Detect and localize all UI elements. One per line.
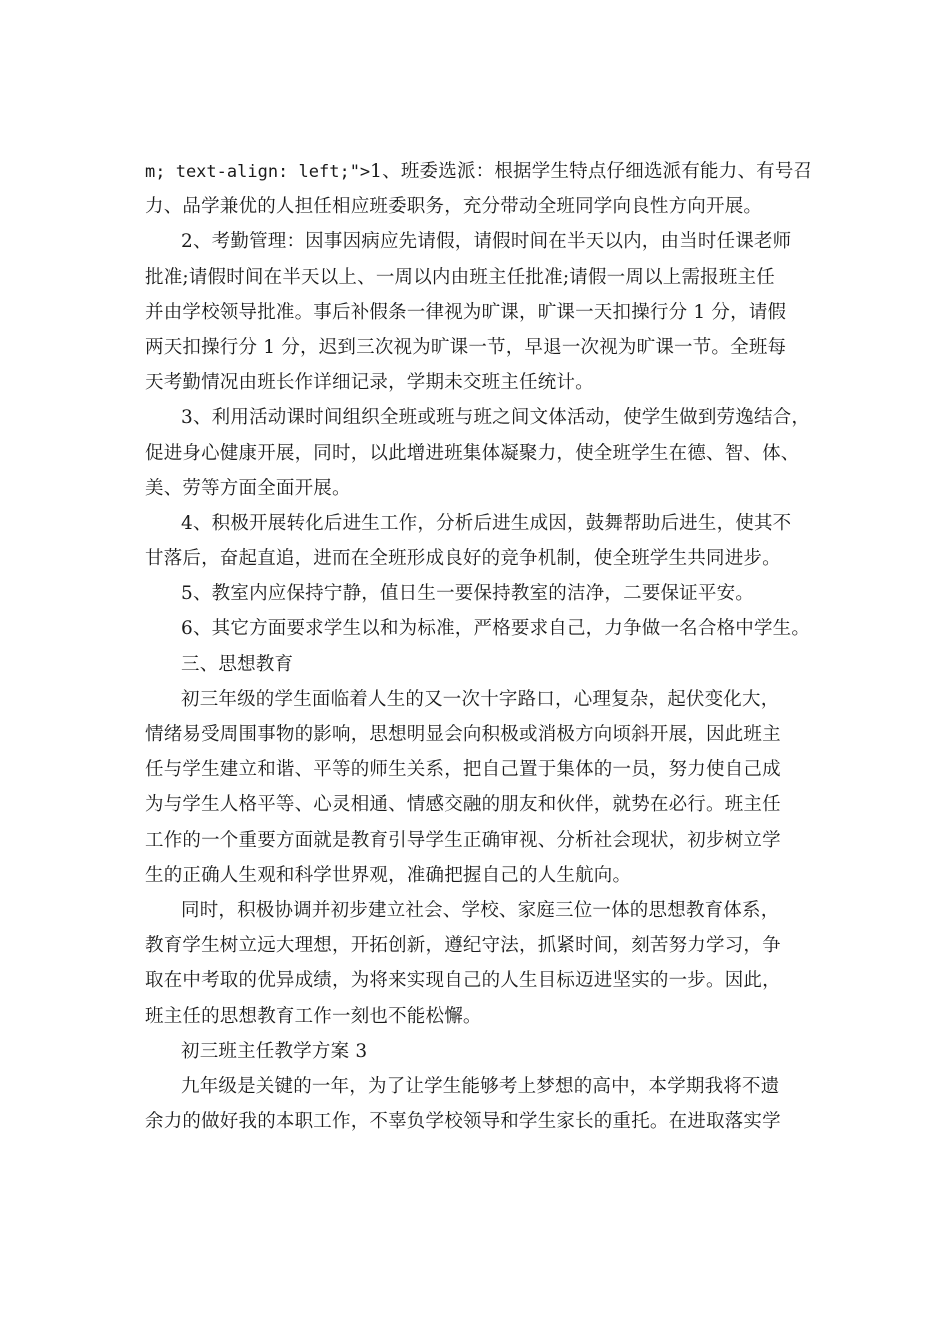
- text-line-25: 班主任的思想教育工作一刻也不能松懈。: [145, 1005, 482, 1027]
- line-text: 1、班委选派：根据学生特点仔细选派有能力、有号召: [370, 161, 813, 182]
- text-line-24: 取在中考取的优异成绩，为将来实现自己的人生目标迈进坚实的一步。因此，: [145, 970, 781, 992]
- text-line-17: 情绪易受周围事物的影响，思想明显会向积极或消极方向顷斜开展，因此班主: [145, 724, 781, 745]
- text-line-18: 任与学生建立和谐、平等的师生关系，把自己置于集体的一员，努力使自己成: [145, 759, 781, 781]
- text-line-3: 2、考勤管理：因事因病应先请假，请假时间在半天以内，由当时任课老师: [181, 231, 792, 253]
- plan-title: 初三班主任教学方案 3: [181, 1040, 368, 1062]
- document-body: [145, 154, 825, 1139]
- text-line-22: 同时，积极协调并初步建立社会、学校、家庭三位一体的思想教育体系，: [181, 899, 780, 921]
- section-heading: 三、思想教育: [181, 653, 294, 675]
- text-line-6: 两天扣操行分 1 分，迟到三次视为旷课一节，早退一次视为旷课一节。全班每: [145, 336, 787, 358]
- text-line-4: 批准;请假时间在半天以上、一周以内由班主任批准;请假一周以上需报班主任: [145, 266, 775, 288]
- text-line-11: 4、积极开展转化后进生工作，分析后进生成因，鼓舞帮助后进生，使其不: [181, 512, 792, 534]
- text-line-8: 3、利用活动课时间组织全班或班与班之间文体活动，使学生做到劳逸结合，: [181, 407, 811, 429]
- text-line-1: [145, 154, 825, 189]
- stray-code-fragment: m; text-align: left;">: [145, 162, 371, 182]
- text-line-12: 甘落后，奋起直追，进而在全班形成良好的竞争机制，使全班学生共同进步。: [145, 548, 781, 570]
- text-line-7: 天考勤情况由班长作详细记录，学期未交班主任统计。: [145, 372, 594, 394]
- text-line-28: 余力的做好我的本职工作，不辜负学校领导和学生家长的重托。在进取落实学: [145, 1111, 781, 1133]
- text-line-23: 教育学生树立远大理想，开拓创新，遵纪守法，抓紧时间，刻苦努力学习，争: [145, 935, 781, 957]
- text-line-2: 力、品学兼优的人担任相应班委职务，充分带动全班同学向良性方向开展。: [145, 196, 763, 218]
- text-line-13: 5、教室内应保持宁静，值日生一要保持教室的洁净，二要保证平安。: [181, 583, 754, 605]
- text-line-5: 并由学校领导批准。事后补假条一律视为旷课，旷课一天扣操行分 1 分，请假: [145, 301, 787, 323]
- text-line-9: 促进身心健康开展，同时，以此增进班集体凝聚力，使全班学生在德、智、体、: [145, 442, 800, 464]
- text-line-10: 美、劳等方面全面开展。: [145, 477, 351, 499]
- text-line-27: 九年级是关键的一年，为了让学生能够考上梦想的高中，本学期我将不遗: [181, 1075, 780, 1097]
- text-line-14: 6、其它方面要求学生以和为标准，严格要求自己，力争做一名合格中学生。: [181, 618, 811, 640]
- text-line-19: 为与学生人格平等、心灵相通、情感交融的朋友和伙伴，就势在必行。班主任: [145, 794, 781, 816]
- text-line-20: 工作的一个重要方面就是教育引导学生正确审视、分析社会现状，初步树立学: [145, 829, 781, 851]
- text-line-16: 初三年级的学生面临着人生的又一次十字路口，心理复杂，起伏变化大，: [181, 688, 780, 710]
- text-line-21: 生的正确人生观和科学世界观，准确把握自己的人生航向。: [145, 864, 632, 886]
